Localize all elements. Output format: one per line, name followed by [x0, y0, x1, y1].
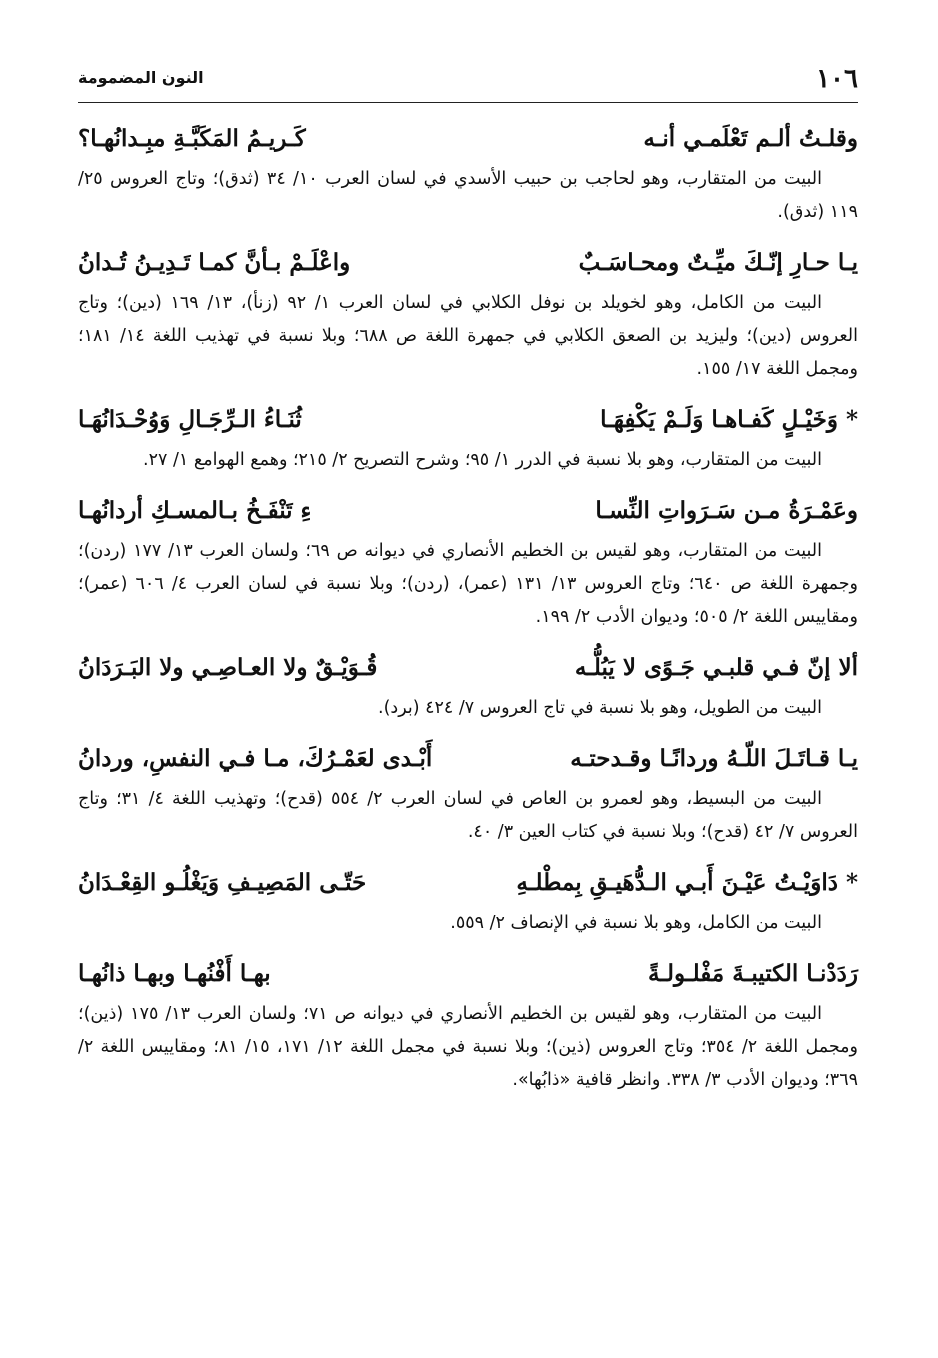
- verse-line: [78, 863, 858, 903]
- verse-note: البيت من الكامل، وهو بلا نسبة في الإنصاف ٢/ ٥٥٩.: [450, 913, 822, 933]
- first-hemistich: رَدَدْنـا الكتيبـةَ مَفْلـولـةً: [647, 960, 858, 987]
- verse-entry: [78, 243, 858, 386]
- verse-entry: [78, 739, 858, 849]
- verse-entry: [78, 491, 858, 634]
- first-hemistich: وعَمْـرَةُ مـن سَـرَواتِ النِّسـا: [595, 497, 858, 524]
- first-hemistich: يـا حـارِ إنّـكَ ميِّـتٌ ومحـاسَـبٌ: [578, 249, 858, 276]
- first-hemistich: وقلـتُ ألـم تَعْلَمـي أنـه: [643, 125, 858, 152]
- second-hemistich: ثُنَـاءُ الـرِّجَـالِ وَوُحْـدَانُهَـا: [78, 406, 302, 433]
- verse-line: [78, 400, 858, 440]
- book-page: [78, 62, 858, 1111]
- page-number: ١٠٦: [816, 64, 858, 94]
- second-hemistich: ءِ تَنْفَـخُ بـالمسـكِ أردانُهـا: [78, 497, 312, 524]
- verse-line: [78, 243, 858, 283]
- verse-entry: [78, 863, 858, 940]
- verse-note: البيت من الطويل، وهو بلا نسبة في تاج العروس ٧/ ٤٢٤ (برد).: [378, 698, 822, 718]
- first-hemistich: * دَاوَيْـتُ عَيْـنَ أَبـي الـدُّهَيـقِ بِمطْلـهِ: [516, 869, 858, 896]
- verse-entry: [78, 119, 858, 229]
- verse-entry: [78, 954, 858, 1097]
- verse-note: البيت من الكامل، وهو لخويلد بن نوفل الكلابي في لسان العرب ١/ ٩٢ (زنأ)، ١٣/ ١٦٩ (دين)؛ وتاج العروس (دين)؛ وليزيد بن الصعق الكلابي في جمهرة اللغة ص ٦٨٨؛ وبلا نسبة في تهذيب اللغة ١٤/ ١٨١؛ ومجمل اللغة ١٧/ ١٥٥.: [78, 293, 858, 379]
- second-hemistich: قُـوَيْـقٌ ولا العـاصِـي ولا البَـرَدَانُ: [78, 654, 378, 681]
- verse-line: [78, 119, 858, 159]
- verse-line: [78, 491, 858, 531]
- second-hemistich: كَـريـمُ المَكَبَّـةِ مبِـدانُهـا؟: [78, 125, 306, 152]
- verse-note: البيت من المتقارب، وهو بلا نسبة في الدرر ١/ ٩٥؛ وشرح التصريح ٢/ ٢١٥؛ وهمع الهوامع ١/ ٢٧.: [143, 450, 822, 470]
- verse-note: البيت من المتقارب، وهو لحاجب بن حبيب الأسدي في لسان العرب ١٠/ ٣٤ (ثدق)؛ وتاج العروس ٢٥/ ١١٩ (ثدق).: [78, 169, 858, 222]
- verse-line: [78, 739, 858, 779]
- verse-line: [78, 648, 858, 688]
- first-hemistich: * وَخَيْـلٍ كَفـاهـا وَلَـمْ يَكْفِهَـا: [600, 406, 858, 433]
- verse-entry: [78, 648, 858, 725]
- verse-line: [78, 954, 858, 994]
- verse-note: البيت من البسيط، وهو لعمرو بن العاص في لسان العرب ٢/ ٥٥٤ (قدح)؛ وتهذيب اللغة ٤/ ٣١؛ وتاج العروس ٧/ ٤٢ (قدح)؛ وبلا نسبة في كتاب العين ٣/ ٤٠.: [78, 789, 858, 842]
- verse-note: البيت من المتقارب، وهو لقيس بن الخطيم الأنصاري في ديوانه ص ٦٩؛ ولسان العرب ١٣/ ١٧٧ (ردن)؛ وجمهرة اللغة ص ٦٤٠؛ وتاج العروس ١٣/ ١٣١ (عمر)، (ردن)؛ وبلا نسبة في لسان العرب ٤/ ٦٠٦ (عمر)؛ ومقاييس اللغة ٢/ ٥٠٥؛ وديوان الأدب ٢/ ١٩٩.: [78, 541, 859, 627]
- section-title: النون المضمومة: [78, 68, 204, 87]
- second-hemistich: حَتّـى المَصِيـفِ وَيَغْلُـو القِعْـدَانُ: [78, 869, 367, 896]
- verse-note: البيت من المتقارب، وهو لقيس بن الخطيم الأنصاري في ديوانه ص ٧١؛ ولسان العرب ١٣/ ١٧٥ (ذين)؛ ومجمل اللغة ٢/ ٣٥٤؛ وتاج العروس (ذين)؛ وبلا نسبة في مجمل اللغة ١٢/ ١٧١، ١٥/ ٨١؛ ومقاييس اللغة ٢/ ٣٦٩؛ وديوان الأدب ٣/ ٣٣٨. وانظر قافية «ذابُها».: [78, 1004, 858, 1090]
- second-hemistich: واعْلَـمْ بـأنَّ كمـا تَـدِيـنُ تُـدانُ: [78, 249, 351, 276]
- verse-entry: [78, 400, 858, 477]
- first-hemistich: يـا قـاتَـلَ اللّـهُ وردانًـا وقـدحتـه: [570, 745, 858, 772]
- second-hemistich: أَبْـدى لعَمْـرُكَ، مـا فـي النفسِ، وردانُ: [78, 745, 433, 772]
- second-hemistich: بهـا أَفْنُهـا وبهـا ذانُهـا: [78, 960, 271, 987]
- first-hemistich: ألا إنّ فـي قلبـي جَـوًى لا يَبُلُّـه: [574, 654, 858, 681]
- running-head: [78, 62, 858, 103]
